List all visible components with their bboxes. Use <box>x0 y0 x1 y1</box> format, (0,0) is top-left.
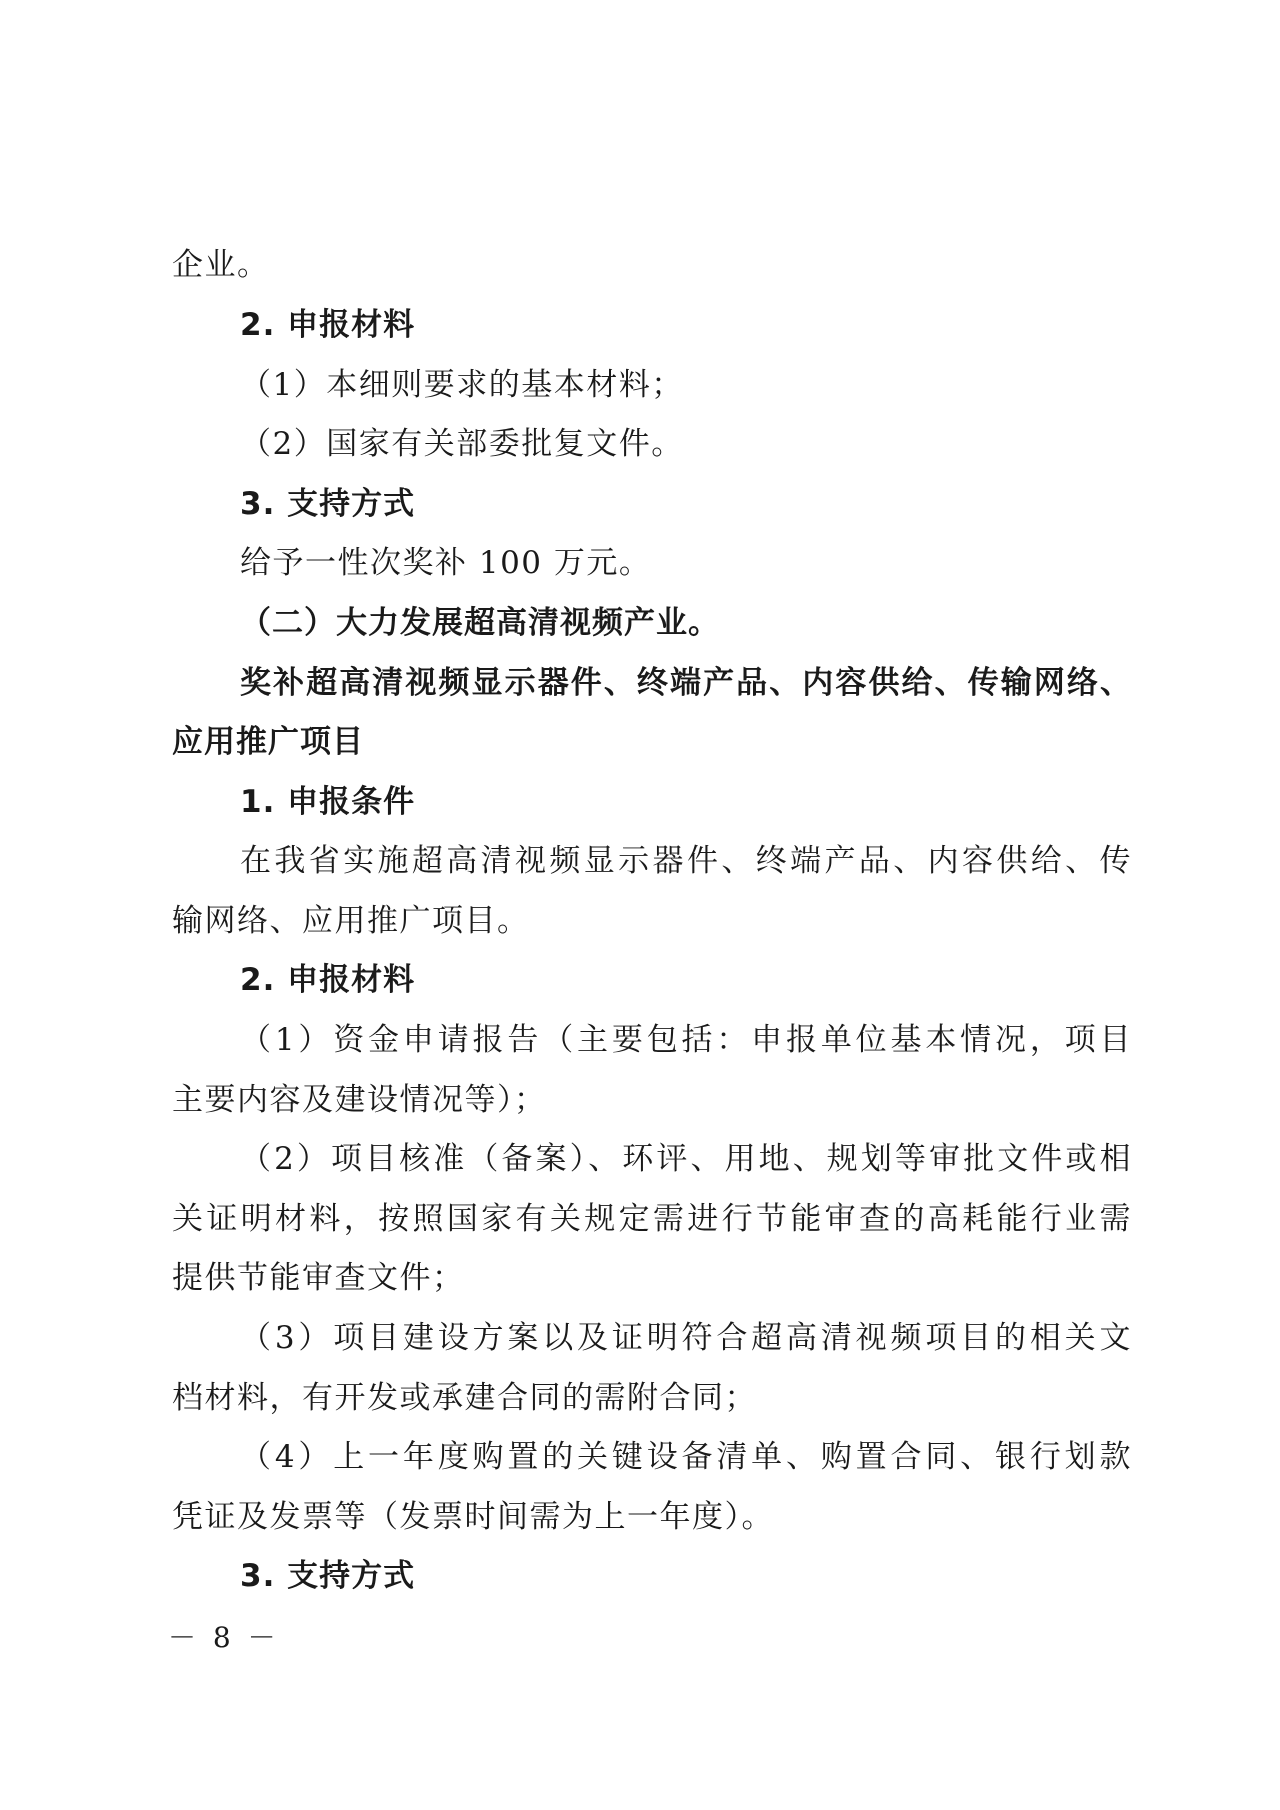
body-text-line: 企业。 <box>172 247 270 283</box>
item-title-line: 应用推广项目 <box>172 724 364 760</box>
list-item: （3）项目建设方案以及证明符合超高清视频项目的相关文 <box>240 1320 1132 1356</box>
list-item-continuation: 提供节能审查文件； <box>172 1260 465 1296</box>
list-item-continuation: 凭证及发票等（发票时间需为上一年度）。 <box>172 1499 774 1535</box>
item-title-line: 奖补超高清视频显示器件、终端产品、内容供给、传输网络、 <box>240 665 1132 701</box>
page-number: － 8 － <box>168 1621 280 1654</box>
body-text-line: 输网络、应用推广项目。 <box>172 903 530 939</box>
list-item-continuation: 档材料，有开发或承建合同的需附合同； <box>172 1380 757 1416</box>
chapter-heading: （二）大力发展超高清视频产业。 <box>240 605 720 641</box>
body-text-line: 在我省实施超高清视频显示器件、终端产品、内容供给、传 <box>240 843 1132 879</box>
document-page <box>172 0 1132 1810</box>
list-item: （1）本细则要求的基本材料； <box>240 367 684 403</box>
section-heading: 2. 申报材料 <box>240 307 416 343</box>
body-text-line: 给予一性次奖补 100 万元。 <box>240 545 652 581</box>
section-heading: 1. 申报条件 <box>240 784 416 820</box>
list-item-continuation: 主要内容及建设情况等）； <box>172 1082 547 1118</box>
section-heading: 3. 支持方式 <box>240 1558 416 1594</box>
list-item: （2）国家有关部委批复文件。 <box>240 426 684 462</box>
list-item: （4）上一年度购置的关键设备清单、购置合同、银行划款 <box>240 1439 1132 1475</box>
list-item-continuation: 关证明材料，按照国家有关规定需进行节能审查的高耗能行业需 <box>172 1201 1132 1237</box>
list-item: （2）项目核准（备案）、环评、用地、规划等审批文件或相 <box>240 1141 1132 1177</box>
section-heading: 3. 支持方式 <box>240 486 416 522</box>
section-heading: 2. 申报材料 <box>240 962 416 998</box>
list-item: （1）资金申请报告（主要包括：申报单位基本情况，项目 <box>240 1022 1132 1058</box>
